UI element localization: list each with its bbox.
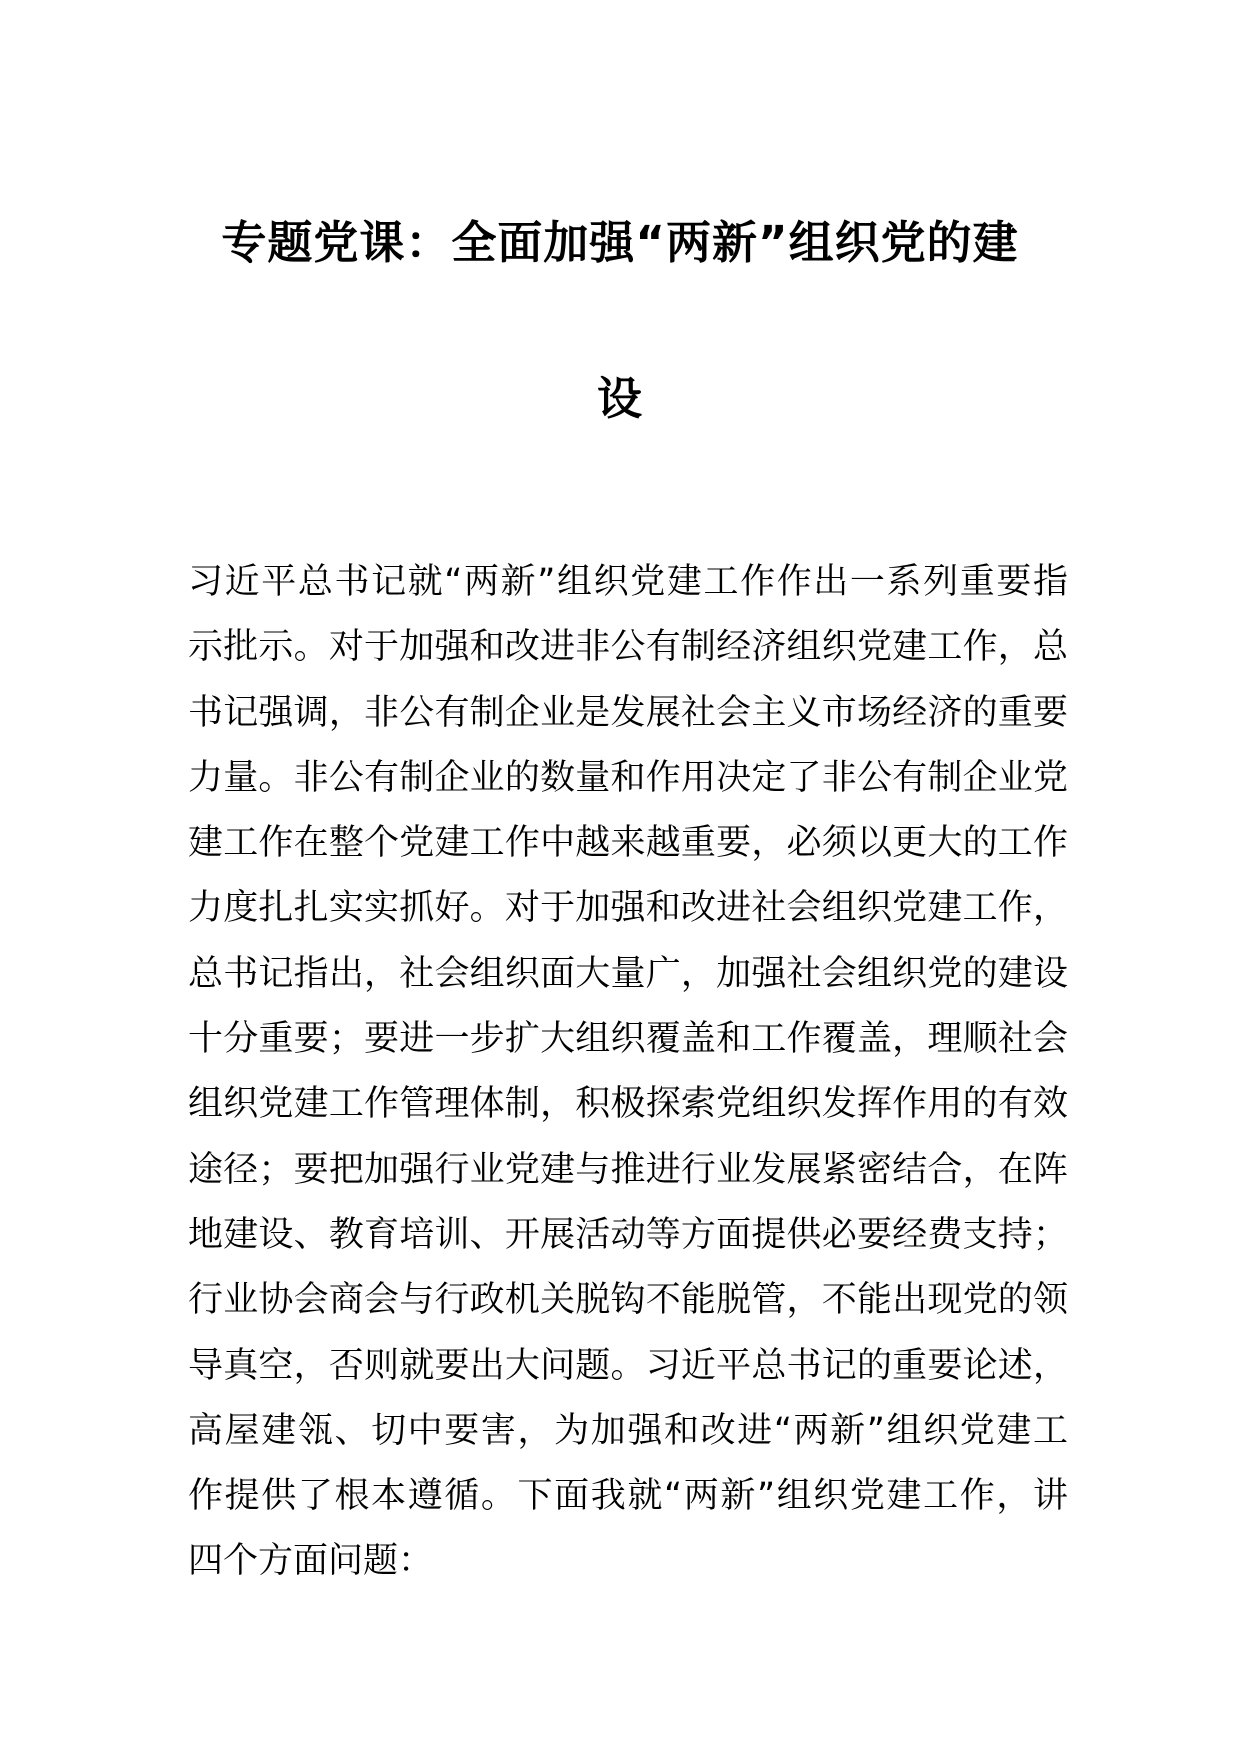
body-line: 四个方面问题： <box>188 1541 434 1582</box>
body-line: 总书记指出，社会组织面大量广，加强社会组织党的建设 <box>188 953 1068 994</box>
body-line: 导真空，否则就要出大问题。习近平总书记的重要论述， <box>188 1345 1068 1386</box>
body-line: 示批示。对于加强和改进非公有制经济组织党建工作，总 <box>188 627 1068 668</box>
body-line: 习近平总书记就“两新”组织党建工作作出一系列重要指 <box>188 562 1068 602</box>
body-line: 组织党建工作管理体制，积极探索党组织发挥作用的有效 <box>188 1084 1068 1125</box>
body-line: 作提供了根本遵循。下面我就“两新”组织党建工作，讲 <box>188 1476 1068 1517</box>
body-line: 地建设、教育培训、开展活动等方面提供必要经费支持； <box>188 1214 1068 1255</box>
document-body <box>188 550 1068 1595</box>
body-line: 力量。非公有制企业的数量和作用决定了非公有制企业党 <box>188 757 1068 798</box>
body-line: 行业协会商会与行政机关脱钩不能脱管，不能出现党的领 <box>188 1280 1068 1321</box>
body-line: 建工作在整个党建工作中越来越重要，必须以更大的工作 <box>188 823 1068 864</box>
document-title-line-1: 专题党课：全面加强“两新”组织党的建 <box>221 216 1019 269</box>
document-title-line-2: 设 <box>596 372 643 425</box>
body-line: 途径；要把加强行业党建与推进行业发展紧密结合，在阵 <box>188 1149 1068 1190</box>
body-line: 力度扎扎实实抓好。对于加强和改进社会组织党建工作， <box>188 888 1068 929</box>
body-line: 高屋建瓴、切中要害，为加强和改进“两新”组织党建工 <box>188 1410 1068 1451</box>
body-line: 书记强调，非公有制企业是发展社会主义市场经济的重要 <box>188 692 1068 733</box>
body-line: 十分重要；要进一步扩大组织覆盖和工作覆盖，理顺社会 <box>188 1019 1068 1060</box>
